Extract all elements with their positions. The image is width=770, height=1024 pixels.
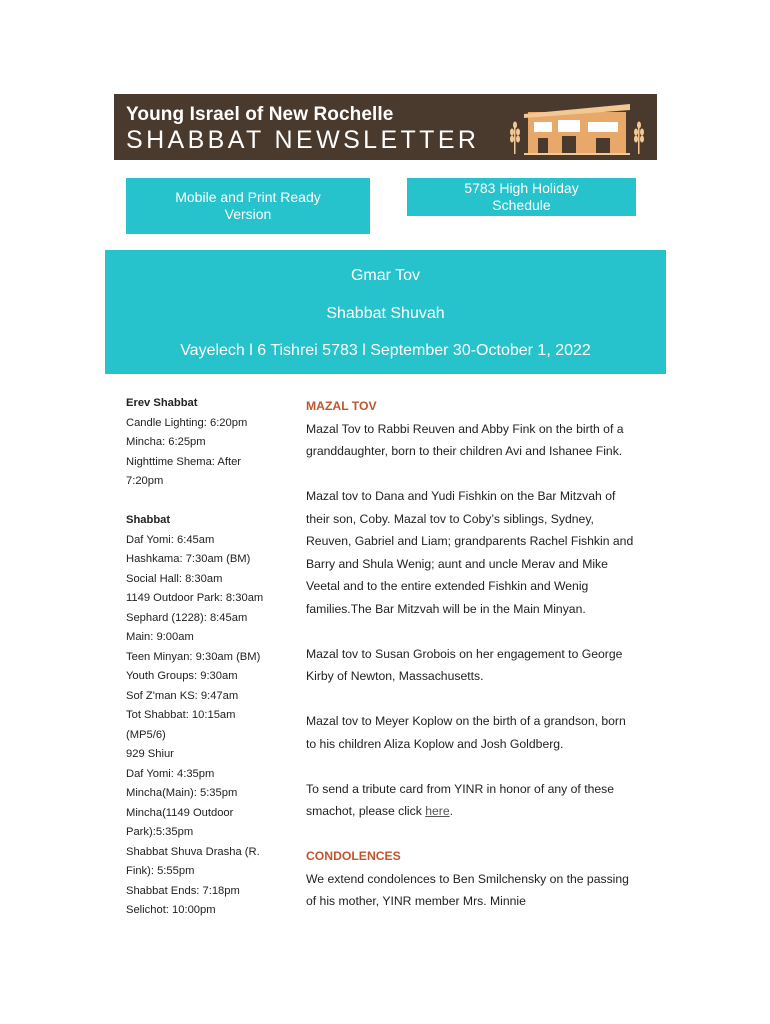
shabbat-heading: Shabbat	[126, 514, 171, 526]
schedule-item: Teen Minyan: 9:30am (BM)	[126, 650, 261, 663]
mobile-print-version-button[interactable]: Mobile and Print Ready Version	[126, 178, 370, 234]
schedule-item: Candle Lighting: 6:20pm	[126, 416, 248, 429]
mazal-tov-heading: MAZAL TOV	[306, 399, 377, 413]
schedule-item: Main: 9:00am	[126, 631, 194, 643]
paragraph-line: Mazal tov to Meyer Koplow on the birth of a grandson, born	[306, 714, 626, 728]
schedule-item: Mincha(Main): 5:35pm	[126, 787, 238, 799]
tribute-card-link[interactable]: here	[425, 804, 450, 818]
paragraph-line: to his children Aliza Koplow and Josh Goldberg.	[306, 736, 564, 751]
condolences-paragraph	[306, 868, 651, 913]
paragraph-line: families.The Bar Mitzvah will be in the Main Minyan.	[306, 601, 586, 616]
tribute-period: .	[449, 804, 454, 818]
schedule-item: Selichot: 10:00pm	[126, 904, 216, 916]
mazal-paragraph	[306, 485, 651, 620]
paragraph-line: Veetal and to the entire extended Fishkin and Wenig	[306, 579, 589, 593]
schedule-item: 929 Shiur	[126, 748, 174, 760]
paragraph-line: their son, Coby. Mazal tov to Coby’s siblings, Sydney,	[306, 511, 594, 526]
paragraph-line: To send a tribute card from YINR in honor of any of these	[306, 781, 615, 796]
schedule-item: 7:20pm	[126, 475, 164, 487]
paragraph-line: Barry and Shula Wenig; aunt and uncle Merav and Mike	[306, 556, 608, 571]
paragraph-line: of his mother, YINR member Mrs. Minnie	[306, 894, 526, 908]
schedule-item: Shabbat Shuva Drasha (R.	[126, 845, 260, 858]
schedule-item: Nighttime Shema: After	[126, 455, 242, 468]
paragraph-line: Mazal Tov to Rabbi Reuven and Abby Fink on the birth of a	[306, 421, 624, 436]
schedule-item: Shabbat Ends: 7:18pm	[126, 884, 240, 897]
tribute-paragraph	[306, 778, 651, 823]
schedule-item: Daf Yomi: 6:45am	[126, 533, 215, 546]
hero-greeting: Gmar Tov	[350, 267, 421, 284]
mazal-paragraph	[306, 418, 651, 463]
hero-shabbat-name: Shabbat Shuvah	[326, 305, 445, 322]
schedule-item: Fink): 5:55pm	[126, 865, 195, 877]
schedule-item: Hashkama: 7:30am (BM)	[126, 553, 251, 565]
schedule-item: 1149 Outdoor Park: 8:30am	[126, 592, 264, 604]
paragraph-line: Mazal tov to Dana and Yudi Fishkin on the Bar Mitzvah of	[306, 489, 616, 503]
newsletter-banner	[114, 94, 657, 160]
hero-banner	[105, 250, 666, 374]
paragraph-line: granddaughter, born to their children Avi and Ishanee Fink.	[306, 444, 623, 458]
mazal-paragraph	[306, 710, 651, 755]
condolences-heading: CONDOLENCES	[306, 849, 401, 863]
schedule-item: Social Hall: 8:30am	[126, 572, 223, 585]
schedule-item: Daf Yomi: 4:35pm	[126, 767, 215, 780]
banner-newsletter-title: SHABBAT NEWSLETTER	[126, 126, 480, 154]
tribute-text: smachot, please click	[306, 804, 426, 818]
paragraph-line: We extend condolences to Ben Smilchensky on the passing	[306, 871, 629, 886]
schedule-item: Park):5:35pm	[126, 826, 194, 838]
news-column	[306, 395, 651, 913]
paragraph-line: Kirby of Newton, Massachusetts.	[306, 669, 484, 683]
schedule-item: Sephard (1228): 8:45am	[126, 611, 248, 624]
erev-shabbat-heading: Erev Shabbat	[126, 397, 198, 409]
schedule-item: Youth Groups: 9:30am	[126, 670, 238, 682]
high-holiday-schedule-button[interactable]: 5783 High Holiday Schedule	[407, 178, 636, 216]
schedule-item: Sof Z'man KS: 9:47am	[126, 689, 239, 702]
synagogue-building-icon	[504, 98, 654, 156]
schedule-item: Tot Shabbat: 10:15am	[126, 709, 236, 721]
schedule-item: Mincha: 6:25pm	[126, 436, 206, 448]
schedule-item: (MP5/6)	[126, 728, 166, 741]
paragraph-line	[306, 800, 651, 823]
schedule-item: Mincha(1149 Outdoor	[126, 806, 234, 819]
mazal-paragraph	[306, 643, 651, 688]
hero-date: Vayelech l 6 Tishrei 5783 l September 30-October 1, 2022	[180, 342, 591, 359]
schedule-column	[126, 394, 286, 921]
banner-org-name: Young Israel of New Rochelle	[126, 104, 394, 125]
paragraph-line: Reuven, Gabriel and Liam; grandparents Rachel Fishkin and	[306, 534, 634, 548]
paragraph-line: Mazal tov to Susan Grobois on her engagement to George	[306, 646, 623, 661]
